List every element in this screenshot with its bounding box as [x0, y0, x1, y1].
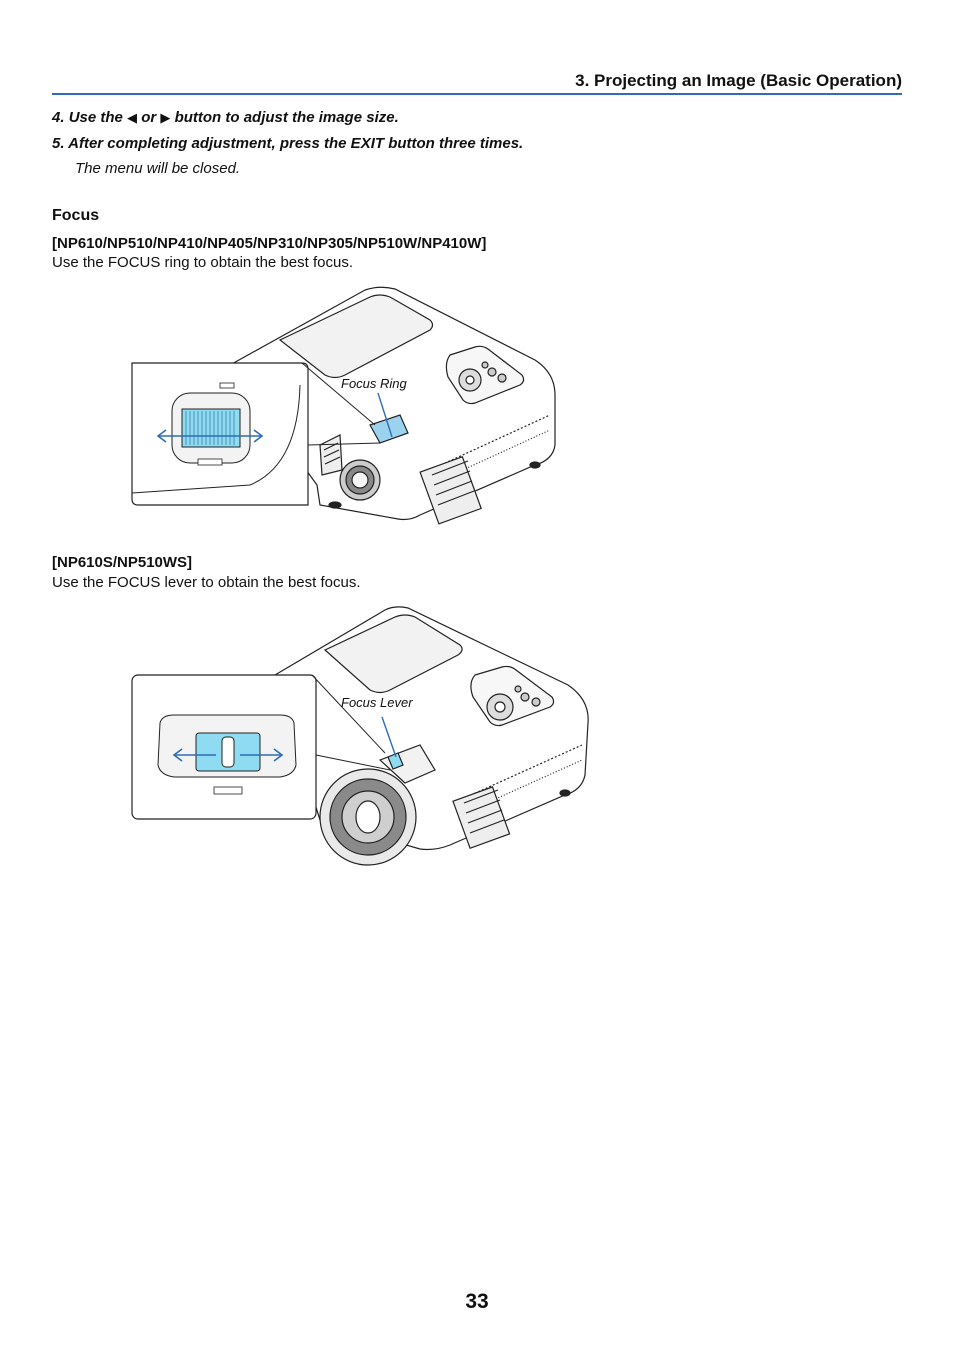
model-list-ring: [NP610/NP510/NP410/NP405/NP310/NP305/NP510W/NP410W]: [52, 235, 487, 252]
projector-focus-ring-illustration: [130, 285, 560, 543]
step-text: After completing adjustment, press the EXIT button three times.: [68, 135, 524, 152]
step-text-mid: or: [141, 109, 157, 126]
header-rule: [52, 93, 902, 95]
step-text-post: button to adjust the image size.: [174, 109, 399, 126]
focus-lever-callout: Focus Lever: [341, 695, 413, 710]
right-arrow-icon: ▶: [160, 110, 171, 125]
section-title: Focus: [52, 207, 100, 224]
step-number: 4.: [52, 109, 65, 126]
left-arrow-icon: ◀: [127, 110, 138, 125]
step-5-note: The menu will be closed.: [75, 160, 241, 177]
instruction-ring: Use the FOCUS ring to obtain the best focus.: [52, 254, 353, 271]
instruction-lever: Use the FOCUS lever to obtain the best focus.: [52, 574, 361, 591]
section-header-title: 3. Projecting an Image (Basic Operation): [575, 71, 902, 90]
step-number: 5.: [52, 135, 65, 152]
step-4: [52, 109, 399, 126]
step-5: [52, 135, 523, 152]
page-number: 33: [465, 1290, 489, 1313]
model-list-lever: [NP610S/NP510WS]: [52, 554, 193, 571]
focus-ring-callout: Focus Ring: [341, 376, 407, 391]
step-text-pre: Use the: [68, 109, 123, 126]
projector-focus-lever-illustration: [130, 605, 592, 877]
